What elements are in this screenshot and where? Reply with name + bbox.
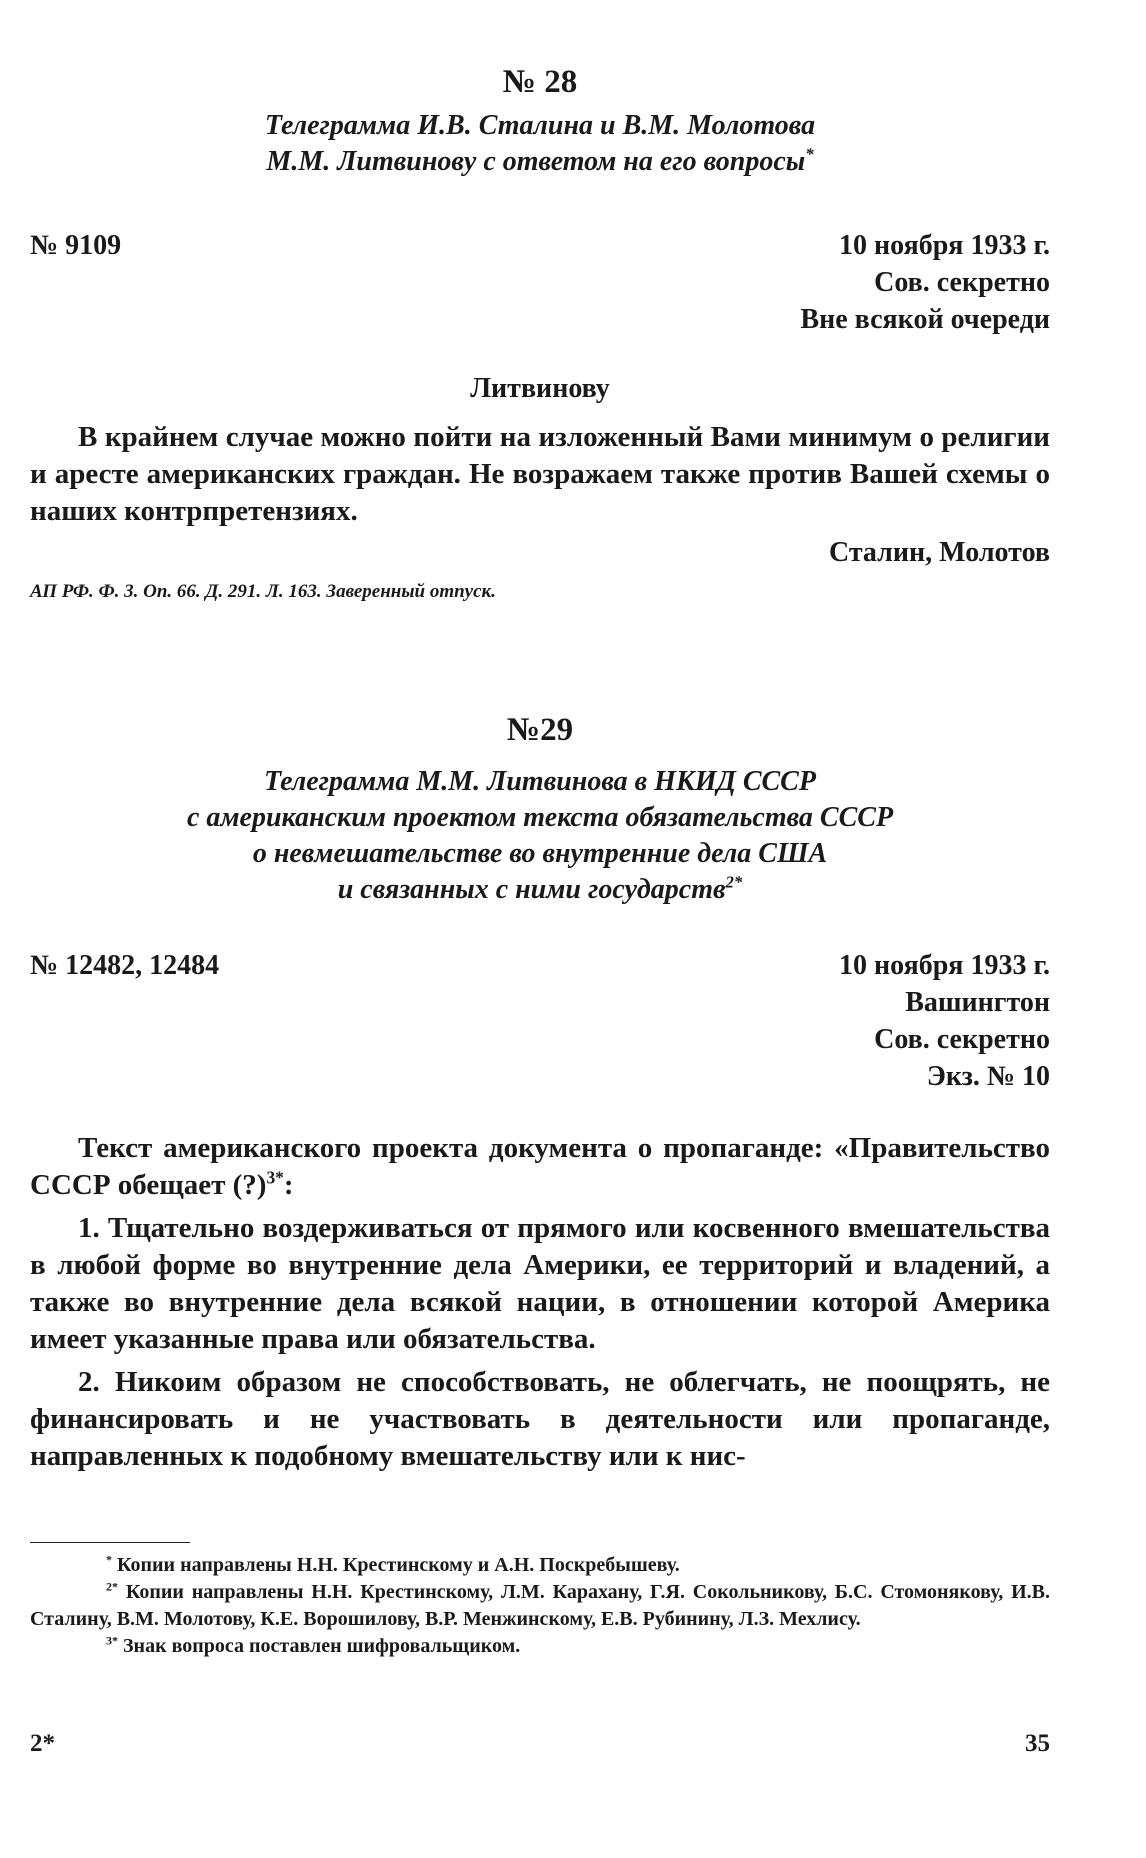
- doc29-classification: Сов. секретно: [874, 1024, 1050, 1055]
- doc29-title-line4: и связанных с ними государств$^{2*}$: [337, 872, 743, 905]
- doc29-intro: Текст американского проекта документа о пропаганде: «Правительство СССР обещает (?)$^{3*}$:: [30, 1132, 1050, 1201]
- doc29-item2: 2. Никоим образом не способствовать, не облегчать, не поощрять, не финансировать и не участвовать в деятельности или пропаганде, направленных к подобному вмешательству или к нис-: [30, 1366, 1050, 1472]
- doc28-title-line1: Телеграмма И.В. Сталина и В.М. Молотова: [264, 110, 816, 141]
- doc28-text: В крайнем случае можно пойти на изложенный Вами минимум о религии и аресте американских граждан. Не возражаем также против Вашей схемы о наших контрпретензиях.: [30, 421, 1050, 527]
- signature-mark: 2*: [30, 1730, 55, 1757]
- doc29-reg-number: № 12482, 12484: [30, 950, 220, 981]
- doc29-body: [30, 1130, 1050, 1475]
- doc28-urgency: Вне всякой очереди: [800, 304, 1050, 335]
- doc28-addressee: Литвинову: [470, 373, 610, 404]
- doc29-number: №29: [506, 712, 574, 748]
- doc28-title-mark: *: [805, 144, 814, 164]
- doc29-title-line1: Телеграмма М.М. Литвинова в НКИД СССР: [264, 766, 816, 797]
- doc29-title: [30, 764, 1050, 908]
- doc29-header: [30, 710, 1050, 908]
- doc29-copy: Экз. № 10: [926, 1061, 1050, 1092]
- doc29-title-line2: с американским проектом текста обязательства СССР: [186, 802, 894, 833]
- footnote-3: $^{3*}$ Знак вопроса поставлен шифровальщиком.: [106, 1633, 521, 1657]
- doc28-reg-number: № 9109: [30, 230, 122, 261]
- doc28-signature: Сталин, Молотов: [828, 537, 1050, 568]
- footnote-divider: [30, 1542, 190, 1543]
- doc28-date: 10 ноября 1933 г.: [838, 230, 1050, 261]
- doc28-title-line2: М.М. Литвинову с ответом на его вопросы*: [266, 144, 814, 177]
- doc29-intro-mark: 3*: [266, 1167, 284, 1188]
- doc28-source: АП РФ. Ф. 3. Оп. 66. Д. 291. Л. 163. Заверенный отпуск.: [30, 581, 496, 602]
- doc28-classification: Сов. секретно: [874, 267, 1050, 298]
- doc29-date: 10 ноября 1933 г.: [838, 950, 1050, 981]
- doc28-title: [30, 108, 1050, 180]
- doc29-place: Вашингтон: [905, 987, 1050, 1018]
- doc28-number: № 28: [502, 64, 578, 100]
- footnote-2: $^{2*}$ Копии направлены Н.Н. Крестинскому, Л.М. Карахану, Г.Я. Сокольникову, Б.С. Стомонякову, И.В. Сталину, В.М. Молотову, К.Е. Ворошилову, В.Р. Менжинскому, Е.В. Рубинину, Л.З. Мехлису.: [30, 1579, 1050, 1630]
- page-number: 35: [1025, 1730, 1050, 1757]
- doc28-meta: [30, 228, 1050, 338]
- footnote-1: * Копии направлены Н.Н. Крестинскому и А.Н. Поскребышеву.: [106, 1552, 680, 1576]
- doc29-title-mark: 2*: [725, 872, 743, 892]
- doc29-meta: [30, 948, 1050, 1095]
- footnotes: [30, 1552, 1050, 1660]
- doc29-title-line3: о невмешательстве во внутренние дела США: [252, 838, 828, 869]
- doc28-body: [30, 370, 1050, 605]
- doc28-header: [30, 62, 1050, 180]
- doc29-item1: 1. Тщательно воздерживаться от прямого или косвенного вмешательства в любой форме во внутренние дела Америки, ее территорий и владений, а также во внутренние дела всякой нации, в отношении которой Америка имеет указанные права или обязательства.: [30, 1212, 1050, 1355]
